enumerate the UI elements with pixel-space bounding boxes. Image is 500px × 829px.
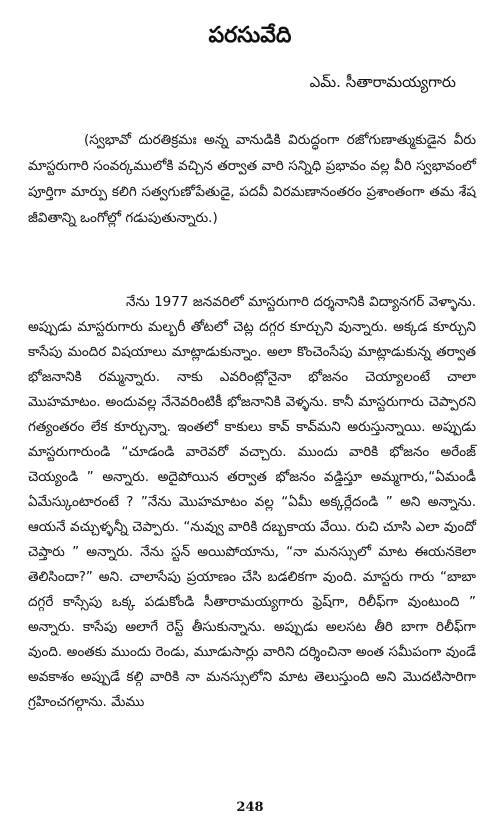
intro-paragraph: (స్వభావో దురతిక్రమః అన్న వానుడికి విరుద్ధంగా రజోగుణాత్ముకుడైన వీరు మాస్టరుగారి సంవర్కములోకి వచ్చిన తర్వాత వారి సన్నిధి ప్రభావం వల్ల వీరి స్వభావంలో పూర్తిగా మార్పు కలిగి సత్వగుణోపేతుడై, పదవీ విరమణానంతరం ప్రశాంతంగా తమ శేష జీవితాన్ని ఒంగోల్లో గడుపుతున్నారు.) xyxy=(28,132,476,226)
body-paragraph: నేను 1977 జనవరిలో మాస్టరుగారి దర్శనానికి విద్యానగర్ వెళ్ళాను. అప్పుడు మాస్టరుగారు మల్బరీ తోటలో చెట్ల దగ్గర కూర్చుని వున్నారు. అక్కడ కూర్చుని కాసేపు మందిర విషయాలు మాట్లాడుకున్నాం. అలా కొంచెంసేపు మాట్లాడుకున్న తర్వాత భోజనానికి రమ్మన్నారు. నాకు ఎవరింట్లోనైనా భోజనం చెయ్యాలంటే చాలా మొహమాటం. అందువల్ల నేనెవరింటికీ భోజనానికి వెళ్ళను. కానీ మాస్టరుగారు చెప్పారని గత్యంతరం లేక కూర్చున్నా. ఇంతలో కాకులు కావ్ కావ్‌మని అరుస్తున్నాయి. అప్పుడు మాస్టరుగారుండి “చూడండి వారెవరో వచ్చారు. ముందు వారికి భోజనం అరేంజ్ చెయ్యండి ” అన్నారు. అదైపోయిన తర్వాత భోజనం వడ్డిస్తూ అమ్మగారు,“ఏమండీ ఏమేస్కుంటారంటే ? ”నేను మొహమాటం వల్ల “ఏమీ అక్కర్లేదండి ” అని అన్నాను. ఆయనే వచ్చుళ్ళన్నీ చెప్పారు. “నువ్వు వారికి దబ్బకాయ వేయి. రుచి చూసి ఎలా వుందో చెప్తారు ” అన్నారు. నేను స్టన్ అయిపోయాను, “నా మనస్సులో మాట ఈయనకెలా తెలిసిందా?” అని. చాలాసేపు ప్రయాణం చేసి బడలికగా వుంది. మాస్టరు గారు “బాబా దగ్గరే కాస్సేపు ఒక్క పడుకోండి సీతారామయ్యగారు ఫ్రెష్‌గా, రిలీఫ్‌గా వుంటుంది ” అన్నారు. కాసేపు అలాగే రెస్ట్ తీసుకున్నాను. అప్పుడు అలసట తీరి బాగా రిలీఫ్‌గా వుంది. అంతకు ముందు రెండు, మూడుసార్లు వారిని దర్శించినా అంత సమీపంగా వుండే అవకాశం అప్పుడే కల్గి వారికి నా మనస్సులోని మాట తెలుస్తుంది అని మొదటిసారిగా గ్రహించగల్గాను. మేము xyxy=(28,294,476,710)
page-number: 248 xyxy=(236,800,264,815)
chapter-title: పరసువేది xyxy=(208,23,292,48)
author-name: ఎమ్. సీతారామయ్యగారు xyxy=(309,73,456,91)
